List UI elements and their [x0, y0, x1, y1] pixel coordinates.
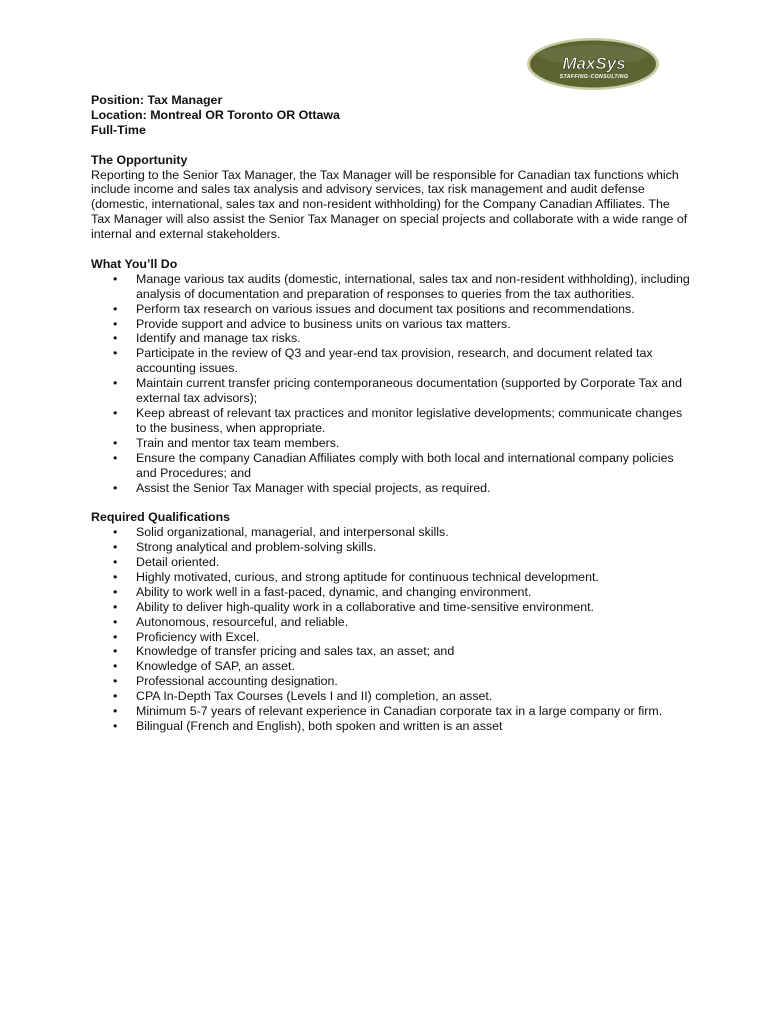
list-item-text: Professional accounting designation.	[136, 674, 338, 689]
bullet-icon: •	[113, 584, 118, 599]
list-item-text: Manage various tax audits (domestic, international, sales tax and non-resident withholding), including analysis of documentation and preparation of responses to queries from the tax authorities.	[136, 271, 690, 301]
bullet-icon: •	[113, 376, 118, 391]
list-item	[91, 659, 691, 674]
list-item	[91, 704, 691, 719]
bullet-icon: •	[113, 569, 118, 584]
list-item	[91, 615, 691, 630]
list-item-text: Participate in the review of Q3 and year-end tax provision, research, and document related tax accounting issues.	[136, 346, 653, 376]
required-qualifications-list	[91, 525, 691, 734]
list-item-text: Provide support and advice to business units on various tax matters.	[136, 316, 511, 331]
list-item-text: Solid organizational, managerial, and interpersonal skills.	[136, 525, 449, 540]
list-item-text: Train and mentor tax team members.	[136, 435, 340, 450]
list-item-text: Bilingual (French and English), both spoken and written is an asset	[136, 719, 503, 734]
bullet-icon: •	[113, 555, 118, 570]
maxsys-logo	[526, 37, 660, 91]
list-item	[91, 406, 691, 436]
list-item-text: CPA In-Depth Tax Courses (Levels I and II) completion, an asset.	[136, 689, 493, 704]
list-item-text: Ability to deliver high-quality work in a collaborative and time-sensitive environment.	[136, 599, 594, 614]
list-item-text: Assist the Senior Tax Manager with special projects, as required.	[136, 480, 491, 495]
list-item-text: Autonomous, resourceful, and reliable.	[136, 614, 349, 629]
list-item-text: Identify and manage tax risks.	[136, 331, 301, 346]
bullet-icon: •	[113, 525, 118, 540]
list-item-text: Maintain current transfer pricing contemporaneous documentation (supported by Corporate Tax and external tax advisors);	[136, 376, 682, 406]
list-item	[91, 555, 691, 570]
list-item-text: Ensure the company Canadian Affiliates comply with both local and international company policies and Procedures; and	[136, 450, 674, 480]
logo-tagline-text: STAFFING·CONSULTING	[559, 74, 629, 80]
list-item	[91, 317, 691, 332]
bullet-icon: •	[113, 301, 118, 316]
list-item	[91, 719, 691, 734]
list-item	[91, 481, 691, 496]
list-item	[91, 674, 691, 689]
bullet-icon: •	[113, 316, 118, 331]
list-item	[91, 525, 691, 540]
opportunity-paragraph: Reporting to the Senior Tax Manager, the Tax Manager will be responsible for Canadian tax functions which include income and sales tax analysis and advisory services, tax risk management and audit defense (domestic, international, sales tax and non-resident withholding) for the Company Canadian Affiliates. The Tax Manager will also assist the Senior Tax Manager on special projects and collaborate with a wide range of internal and external stakeholders.	[91, 167, 688, 242]
list-item-text: Detail oriented.	[136, 555, 220, 570]
bullet-icon: •	[113, 704, 118, 719]
bullet-icon: •	[113, 614, 118, 629]
bullet-icon: •	[113, 406, 118, 420]
list-item	[91, 331, 691, 346]
bullet-icon: •	[113, 331, 118, 346]
bullet-icon: •	[113, 629, 118, 644]
bullet-icon: •	[113, 450, 118, 465]
logo-graphic	[526, 37, 660, 91]
list-item	[91, 272, 691, 302]
position-location: Location: Montreal OR Toronto OR Ottawa	[91, 107, 340, 122]
list-item-text: Ability to work well in a fast-paced, dynamic, and changing environment.	[136, 584, 532, 599]
list-item	[91, 644, 691, 659]
list-item	[91, 689, 691, 704]
spacer	[91, 495, 691, 510]
bullet-icon: •	[113, 644, 118, 659]
list-item	[91, 600, 691, 615]
list-item	[91, 570, 691, 585]
bullet-icon: •	[113, 540, 118, 555]
list-item-text: Knowledge of SAP, an asset.	[136, 659, 295, 674]
list-item	[91, 585, 691, 600]
opportunity-heading: The Opportunity	[91, 152, 188, 167]
position-title: Position: Tax Manager	[91, 93, 223, 107]
bullet-icon: •	[113, 599, 118, 614]
required-qualifications-heading: Required Qualifications	[91, 510, 231, 525]
bullet-icon: •	[113, 480, 118, 495]
what-youll-do-heading: What You’ll Do	[91, 256, 178, 271]
logo-brand-text: MaxSys	[562, 54, 626, 73]
position-type: Full-Time	[91, 122, 146, 137]
list-item	[91, 436, 691, 451]
list-item-text: Knowledge of transfer pricing and sales tax, an asset; and	[136, 644, 455, 659]
list-item	[91, 376, 691, 406]
bullet-icon: •	[113, 346, 118, 361]
list-item	[91, 630, 691, 645]
spacer	[91, 138, 691, 153]
bullet-icon: •	[113, 689, 118, 704]
list-item	[91, 451, 691, 481]
what-youll-do-list	[91, 272, 691, 496]
list-item-text: Perform tax research on various issues and document tax positions and recommendations.	[136, 301, 635, 316]
list-item	[91, 346, 691, 376]
document-body	[91, 93, 691, 734]
list-item-text: Proficiency with Excel.	[136, 629, 260, 644]
bullet-icon: •	[113, 271, 118, 286]
spacer	[91, 242, 691, 257]
list-item-text: Strong analytical and problem-solving skills.	[136, 540, 377, 555]
bullet-icon: •	[113, 435, 118, 450]
bullet-icon: •	[113, 674, 118, 689]
list-item-text: Minimum 5-7 years of relevant experience in Canadian corporate tax in a large company or firm.	[136, 704, 663, 719]
list-item	[91, 540, 691, 555]
list-item-text: Keep abreast of relevant tax practices and monitor legislative developments; communicate changes to the business, when appropriate.	[136, 406, 683, 435]
list-item-text: Highly motivated, curious, and strong aptitude for continuous technical development.	[136, 569, 599, 584]
list-item	[91, 302, 691, 317]
bullet-icon: •	[113, 659, 118, 674]
bullet-icon: •	[113, 719, 118, 734]
